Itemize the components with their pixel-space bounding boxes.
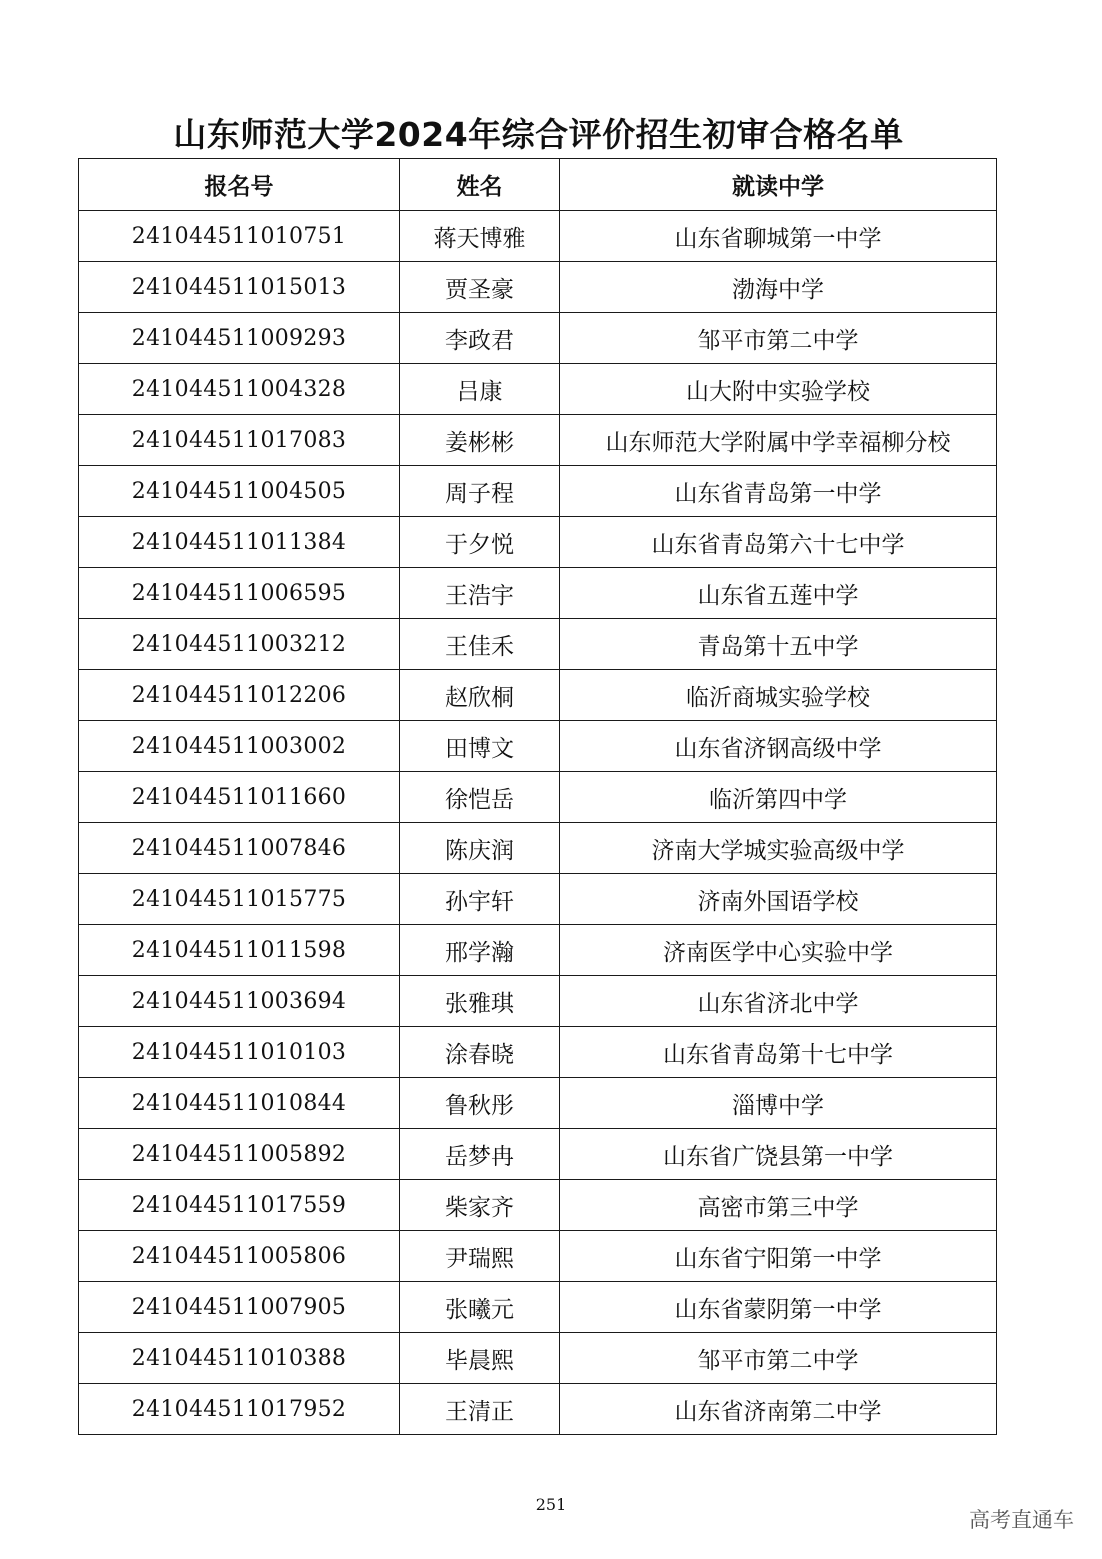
registration-number-cell: 241044511017559 (79, 1180, 400, 1231)
page-number: 251 (535, 1495, 567, 1514)
table-row (79, 670, 997, 721)
school-name-cell: 山东省青岛第十七中学 (560, 1027, 997, 1078)
table-row (79, 1180, 997, 1231)
table-row (79, 772, 997, 823)
school-name-cell: 淄博中学 (560, 1078, 997, 1129)
table-row (79, 1384, 997, 1435)
registration-number-cell: 241044511017083 (79, 415, 400, 466)
registration-number-cell: 241044511012206 (79, 670, 400, 721)
table-row (79, 721, 997, 772)
student-name-cell: 张雅琪 (400, 976, 560, 1027)
table-row (79, 466, 997, 517)
table-row (79, 619, 997, 670)
school-name-cell: 山东省蒙阴第一中学 (560, 1282, 997, 1333)
table-row (79, 517, 997, 568)
table-body (79, 211, 997, 1435)
school-name-cell: 山东省济南第二中学 (560, 1384, 997, 1435)
admission-list-table (78, 158, 997, 1435)
header-name: 姓名 (400, 159, 560, 211)
school-name-cell: 临沂商城实验学校 (560, 670, 997, 721)
school-name-cell: 山东省青岛第一中学 (560, 466, 997, 517)
registration-number-cell: 241044511010388 (79, 1333, 400, 1384)
table-row (79, 1129, 997, 1180)
table-row (79, 1231, 997, 1282)
registration-number-cell: 241044511015775 (79, 874, 400, 925)
registration-number-cell: 241044511006595 (79, 568, 400, 619)
student-name-cell: 尹瑞熙 (400, 1231, 560, 1282)
school-name-cell: 山东省广饶县第一中学 (560, 1129, 997, 1180)
school-name-cell: 山东省青岛第六十七中学 (560, 517, 997, 568)
table-row (79, 925, 997, 976)
table-row (79, 874, 997, 925)
registration-number-cell: 241044511007905 (79, 1282, 400, 1333)
school-name-cell: 山东省济钢高级中学 (560, 721, 997, 772)
school-name-cell: 山东省济北中学 (560, 976, 997, 1027)
student-name-cell: 王佳禾 (400, 619, 560, 670)
table-row (79, 568, 997, 619)
school-name-cell: 山东省宁阳第一中学 (560, 1231, 997, 1282)
student-name-cell: 王清正 (400, 1384, 560, 1435)
school-name-cell: 临沂第四中学 (560, 772, 997, 823)
registration-number-cell: 241044511010844 (79, 1078, 400, 1129)
school-name-cell: 山大附中实验学校 (560, 364, 997, 415)
school-name-cell: 山东省五莲中学 (560, 568, 997, 619)
registration-number-cell: 241044511003212 (79, 619, 400, 670)
registration-number-cell: 241044511015013 (79, 262, 400, 313)
table-row (79, 211, 997, 262)
student-name-cell: 陈庆润 (400, 823, 560, 874)
header-school: 就读中学 (560, 159, 997, 211)
student-name-cell: 周子程 (400, 466, 560, 517)
student-name-cell: 鲁秋彤 (400, 1078, 560, 1129)
registration-number-cell: 241044511003694 (79, 976, 400, 1027)
registration-number-cell: 241044511004505 (79, 466, 400, 517)
school-name-cell: 邹平市第二中学 (560, 1333, 997, 1384)
student-name-cell: 田博文 (400, 721, 560, 772)
table-header-row (79, 159, 997, 211)
school-name-cell: 邹平市第二中学 (560, 313, 997, 364)
table-row (79, 1282, 997, 1333)
school-name-cell: 济南大学城实验高级中学 (560, 823, 997, 874)
student-name-cell: 徐恺岳 (400, 772, 560, 823)
student-name-cell: 姜彬彬 (400, 415, 560, 466)
registration-number-cell: 241044511011384 (79, 517, 400, 568)
table-row (79, 313, 997, 364)
school-name-cell: 山东师范大学附属中学幸福柳分校 (560, 415, 997, 466)
registration-number-cell: 241044511005892 (79, 1129, 400, 1180)
school-name-cell: 青岛第十五中学 (560, 619, 997, 670)
school-name-cell: 高密市第三中学 (560, 1180, 997, 1231)
school-name-cell: 山东省聊城第一中学 (560, 211, 997, 262)
registration-number-cell: 241044511017952 (79, 1384, 400, 1435)
registration-number-cell: 241044511011660 (79, 772, 400, 823)
registration-number-cell: 241044511004328 (79, 364, 400, 415)
student-name-cell: 张曦元 (400, 1282, 560, 1333)
student-name-cell: 王浩宇 (400, 568, 560, 619)
header-registration-number: 报名号 (79, 159, 400, 211)
student-name-cell: 李政君 (400, 313, 560, 364)
student-name-cell: 蒋天博雅 (400, 211, 560, 262)
table-row (79, 823, 997, 874)
school-name-cell: 渤海中学 (560, 262, 997, 313)
registration-number-cell: 241044511009293 (79, 313, 400, 364)
student-name-cell: 邢学瀚 (400, 925, 560, 976)
student-name-cell: 岳梦冉 (400, 1129, 560, 1180)
student-name-cell: 贾圣豪 (400, 262, 560, 313)
school-name-cell: 济南外国语学校 (560, 874, 997, 925)
student-name-cell: 柴家齐 (400, 1180, 560, 1231)
table-row (79, 415, 997, 466)
school-name-cell: 济南医学中心实验中学 (560, 925, 997, 976)
table-row (79, 1333, 997, 1384)
student-name-cell: 涂春晓 (400, 1027, 560, 1078)
student-name-cell: 赵欣桐 (400, 670, 560, 721)
watermark: 高考直通车 (969, 1508, 1074, 1532)
table-row (79, 1027, 997, 1078)
document-title: 山东师范大学2024年综合评价招生初审合格名单 (173, 115, 904, 154)
student-name-cell: 于夕悦 (400, 517, 560, 568)
table-row (79, 364, 997, 415)
registration-number-cell: 241044511010103 (79, 1027, 400, 1078)
table-row (79, 1078, 997, 1129)
registration-number-cell: 241044511005806 (79, 1231, 400, 1282)
registration-number-cell: 241044511011598 (79, 925, 400, 976)
student-name-cell: 毕晨熙 (400, 1333, 560, 1384)
student-name-cell: 孙宇轩 (400, 874, 560, 925)
registration-number-cell: 241044511010751 (79, 211, 400, 262)
student-name-cell: 吕康 (400, 364, 560, 415)
registration-number-cell: 241044511003002 (79, 721, 400, 772)
table-row (79, 976, 997, 1027)
table-row (79, 262, 997, 313)
registration-number-cell: 241044511007846 (79, 823, 400, 874)
